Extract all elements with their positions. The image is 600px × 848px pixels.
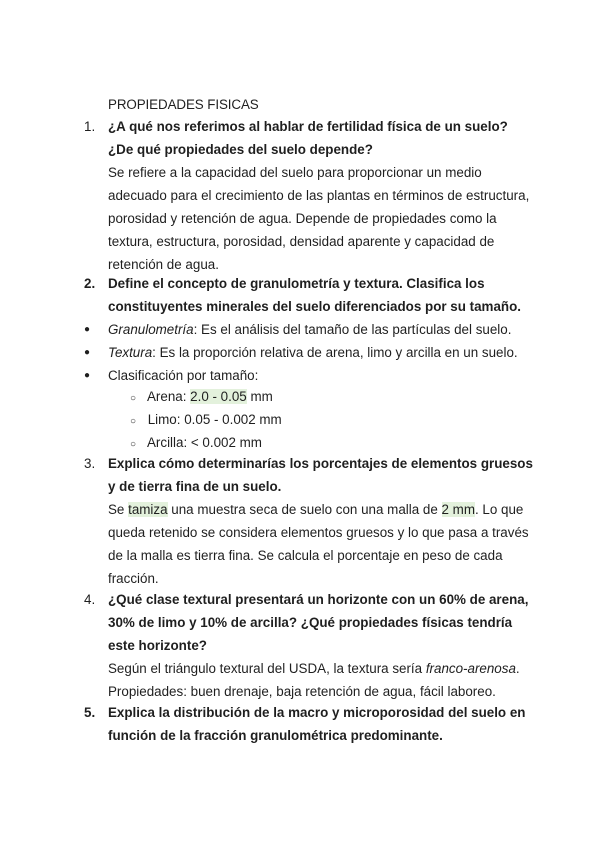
question-4-text-line-2: 30% de limo y 10% de arcilla? ¿Qué propiedades físicas tendría — [108, 615, 513, 630]
question-4-text-line-1: ¿Qué clase textural presentará un horizonte con un 60% de arena, — [108, 592, 529, 607]
answer-4-pre: Según el triángulo textural del USDA, la textura sería — [108, 661, 426, 676]
bullet-dot-icon: ● — [84, 347, 91, 358]
question-3-text-line-1: Explica cómo determinarías los porcentajes de elementos gruesos — [108, 456, 533, 471]
arena-label: Arena: — [146, 389, 191, 404]
question-5 — [84, 701, 526, 747]
question-1-text-line-2: ¿De qué propiedades del suelo depende? — [108, 142, 373, 157]
question-5-text-line-1: Explica la distribución de la macro y microporosidad del suelo en — [108, 705, 526, 720]
answer-3-mid: una muestra seca de suelo con una malla de — [167, 502, 442, 517]
question-3-text-line-2: y de tierra fina de un suelo. — [108, 479, 282, 494]
question-2-text-line-1: Define el concepto de granulometría y textura. Clasifica los — [108, 276, 485, 291]
answer-3-post: . Lo que — [474, 502, 524, 517]
answer-3-line-3: de la malla es tierra fina. Se calcula el porcentaje en peso de cada — [108, 548, 503, 563]
answer-3-line-1 — [108, 498, 524, 521]
question-5-number: 5. — [84, 705, 96, 720]
question-3 — [84, 452, 533, 590]
circle-bullet-icon: ○ — [130, 439, 137, 450]
question-4-text-line-3: este horizonte? — [108, 638, 207, 653]
question-3-number: 3. — [84, 456, 96, 471]
arena-unit: mm — [246, 389, 273, 404]
answer-1-line-2: adecuado para el crecimiento de las plantas en términos de estructura, — [108, 188, 530, 203]
answer-3-pre: Se — [108, 502, 129, 517]
section-heading: PROPIEDADES FISICAS — [108, 97, 259, 112]
definition-textura: : Es la proporción relativa de arena, limo y arcilla en un suelo. — [152, 345, 518, 360]
bullet-textura — [84, 341, 518, 364]
circle-bullet-icon: ○ — [130, 416, 137, 427]
size-classes — [130, 385, 282, 454]
limo-text: Limo: 0.05 - 0.002 mm — [147, 412, 282, 427]
answer-4-line-1 — [108, 657, 520, 680]
answer-1-line-1: Se refiere a la capacidad del suelo para proporcionar un medio — [108, 165, 482, 180]
question-2-text-line-2: constituyentes minerales del suelo diferenciados por su tamaño. — [108, 299, 521, 314]
question-1-text-line-1: ¿A qué nos referimos al hablar de fertilidad física de un suelo? — [108, 119, 508, 134]
texture-class: franco-arenosa — [425, 661, 516, 676]
answer-3-line-4: fracción. — [108, 571, 159, 586]
question-2-number: 2. — [84, 276, 96, 291]
size-class-limo — [130, 408, 282, 431]
question-1-number: 1. — [84, 119, 96, 134]
size-class-arena — [130, 385, 282, 408]
size-class-arcilla — [130, 431, 282, 454]
arcilla-text: Arcilla: < 0.002 mm — [146, 435, 262, 450]
arena-value: 2.0 - 0.05 — [190, 389, 247, 404]
clasificacion-label: Clasificación por tamaño: — [108, 368, 259, 383]
highlight-tamiza: tamiza — [128, 502, 168, 517]
bullet-dot-icon: ● — [84, 324, 91, 335]
answer-1-line-3: porosidad y retención de agua. Depende de propiedades como la — [108, 211, 497, 226]
question-4 — [84, 588, 529, 703]
question-5-text-line-2: función de la fracción granulométrica predominante. — [108, 728, 443, 743]
answer-4-line-2: Propiedades: buen drenaje, baja retención de agua, fácil laboreo. — [108, 684, 496, 699]
circle-bullet-icon: ○ — [130, 393, 137, 404]
answer-4-post: . — [515, 661, 520, 676]
answer-3-line-2: queda retenido se considera elementos gruesos y lo que pasa a través — [108, 525, 529, 540]
definition-granulometria: : Es el análisis del tamaño de las partículas del suelo. — [193, 322, 512, 337]
bullet-list — [84, 318, 518, 387]
question-4-number: 4. — [84, 592, 96, 607]
answer-1-line-5: retención de agua. — [108, 257, 219, 272]
bullet-dot-icon: ● — [84, 370, 91, 381]
term-granulometria: Granulometría — [108, 322, 194, 337]
answer-1-line-4: textura, estructura, porosidad, densidad aparente y capacidad de — [108, 234, 495, 249]
highlight-2mm: 2 mm — [441, 502, 475, 517]
term-textura: Textura — [108, 345, 153, 360]
question-2 — [84, 272, 521, 318]
bullet-granulometria — [84, 318, 514, 341]
bullet-clasificacion — [84, 364, 514, 387]
question-1 — [84, 115, 530, 276]
